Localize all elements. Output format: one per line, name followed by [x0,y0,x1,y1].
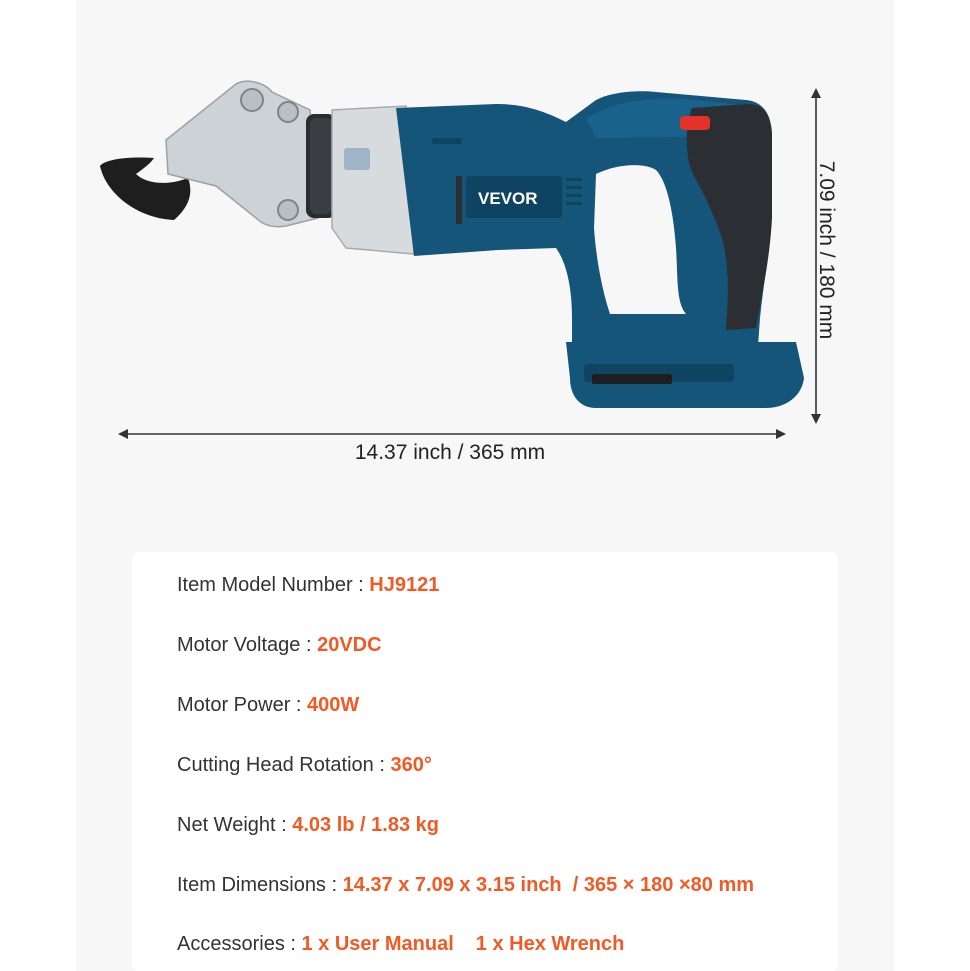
spec-label: Cutting Head Rotation : [177,754,391,776]
spec-row-model [177,574,439,597]
spec-value: 14.37 x 7.09 x 3.15 inch / 365 × 180 ×80 mm [342,874,755,896]
spec-label: Motor Power : [177,694,308,716]
spec-row-dimensions [177,874,754,897]
spec-value: 400W [307,694,360,716]
spec-row-voltage [177,634,382,657]
spec-label: Accessories : [177,933,302,955]
spec-value: 360° [390,754,432,776]
width-dimension-label: 14.37 inch / 365 mm [354,441,546,464]
spec-value: HJ9121 [369,574,440,596]
spec-label: Item Model Number : [177,574,370,596]
spec-row-rotation [177,754,432,777]
spec-value: 20VDC [317,634,382,656]
spec-label: Motor Voltage : [177,634,318,656]
spec-row-power [177,694,359,717]
brand-logo: VEVOR [478,189,538,208]
spec-value-secondary: 1 x Hex Wrench [475,933,625,955]
power-shear-image [96,78,816,428]
spec-value: 1 x User Manual [301,933,454,955]
spec-row-accessories [177,933,624,956]
spec-value: 4.03 lb / 1.83 kg [292,814,439,836]
height-dimension-label: 7.09 inch / 180 mm [815,160,838,340]
spec-card [132,552,838,971]
spec-label: Net Weight : [177,814,293,836]
spec-label: Item Dimensions : [177,874,343,896]
spec-row-weight [177,814,439,837]
